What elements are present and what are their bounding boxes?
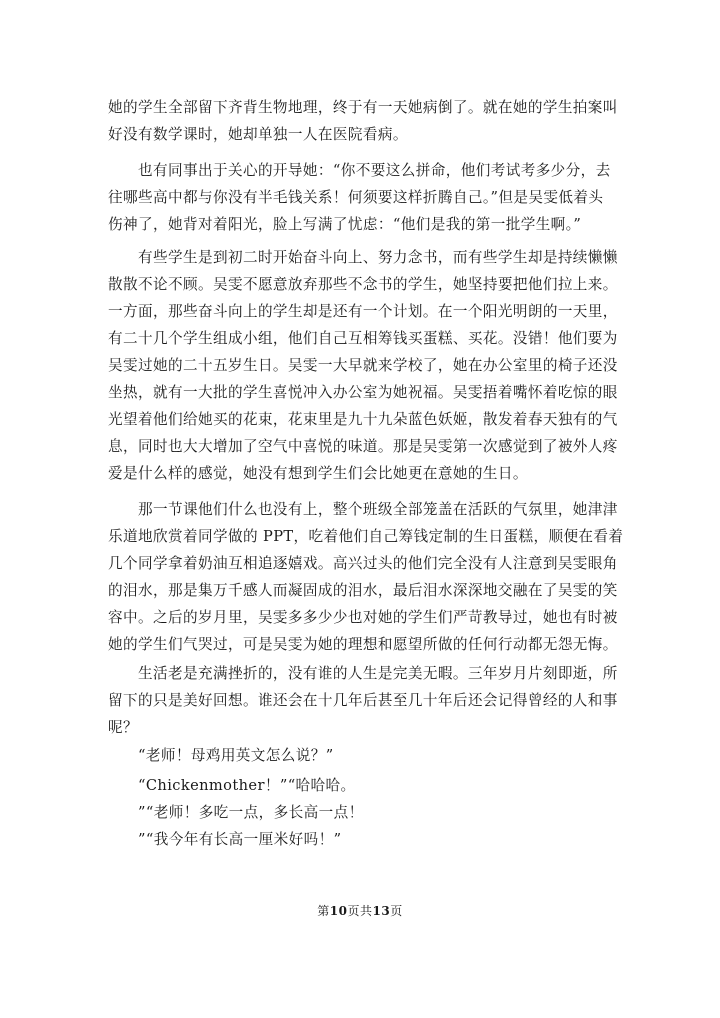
paragraph-line: 好没有数学课时，她却单独一人在医院看病。	[108, 126, 408, 143]
paragraph-6	[108, 742, 613, 769]
paragraph-line: 那一节课他们什么也没有上，整个班级全部笼盖在活跃的气氛里，她津津	[108, 501, 618, 518]
paragraph-3	[108, 244, 618, 487]
footer-suffix: 页	[390, 904, 403, 918]
paragraph-line: 也有同事出于关心的开导她：“你不要这么拼命，他们考试考多少分，去	[108, 162, 611, 179]
paragraph-line: 往哪些高中都与你没有半毛钱关系！何须要这样折腾自己。”但是吴雯低着头	[108, 189, 604, 206]
paragraph-line: ”“老师！多吃一点，多长高一点！	[108, 804, 364, 821]
paragraph-line: 呢？	[108, 719, 138, 736]
paragraph-line: “Chickenmother！”“哈哈哈。	[108, 777, 356, 794]
paragraph-line: 有些学生是到初二时开始奋斗向上、努力念书，而有些学生却是持续懒懒	[108, 249, 618, 266]
paragraph-1	[108, 94, 618, 148]
paragraph-line: 生活老是充满挫折的，没有谁的人生是完美无暇。三年岁月片刻即逝，所	[108, 665, 618, 682]
page-footer	[0, 902, 720, 919]
paragraph-line: 吴雯过她的二十五岁生日。吴雯一大早就来学校了，她在办公室里的椅子还没	[108, 357, 618, 374]
paragraph-line: ”“我今年有长高一厘米好吗！”	[108, 831, 342, 848]
paragraph-line: 散散不论不顾。吴雯不愿意放弃那些不念书的学生，她坚持要把他们拉上来。	[108, 276, 618, 293]
footer-page-number: 10	[329, 904, 348, 918]
paragraph-line: 伤神了，她背对着阳光，脸上写满了忧虑：“他们是我的第一批学生啊。”	[108, 216, 582, 233]
paragraph-7	[108, 772, 613, 853]
paragraph-2	[108, 157, 613, 238]
paragraph-line: 乐道地欣赏着同学做的 PPT，吃着他们自己筹钱定制的生日蛋糕，顺便在看着	[108, 528, 624, 545]
paragraph-line: 有二十几个学生组成小组，他们自己互相筹钱买蛋糕、买花。没错！他们要为	[108, 330, 618, 347]
paragraph-line: 她的学生们气哭过，可是吴雯为她的理想和愿望所做的任何行动都无怨无悔。	[108, 636, 618, 653]
paragraph-5	[108, 660, 618, 741]
paragraph-line: 爱是什么样的感觉，她没有想到学生们会比她更在意她的生日。	[108, 465, 528, 482]
paragraph-line: 几个同学拿着奶油互相追逐嬉戏。高兴过头的他们完全没有人注意到吴雯眼角	[108, 555, 618, 572]
paragraph-4	[108, 496, 624, 658]
paragraph-line: “老师！母鸡用英文怎么说？”	[108, 747, 334, 764]
paragraph-line: 留下的只是美好回想。谁还会在十几年后甚至几十年后还会记得曾经的人和事	[108, 692, 618, 709]
paragraph-line: 光望着他们给她买的花束，花束里是九十九朵蓝色妖姬，散发着春天独有的气	[108, 411, 618, 428]
paragraph-line: 的泪水，那是集万千感人而凝固成的泪水，最后泪水深深地交融在了吴雯的笑	[108, 582, 618, 599]
paragraph-line: 她的学生全部留下齐背生物地理，终于有一天她病倒了。就在她的学生拍案叫	[108, 99, 618, 116]
paragraph-line: 坐热，就有一大批的学生喜悦冲入办公室为她祝福。吴雯捂着嘴怀着吃惊的眼	[108, 384, 618, 401]
footer-prefix: 第	[317, 904, 330, 918]
footer-middle: 页共	[347, 904, 373, 918]
paragraph-line: 息，同时也大大增加了空气中喜悦的味道。那是吴雯第一次感觉到了被外人疼	[108, 438, 618, 455]
footer-total-pages: 13	[372, 904, 391, 918]
paragraph-line: 一方面，那些奋斗向上的学生却是还有一个计划。在一个阳光明朗的一天里，	[108, 303, 618, 320]
paragraph-line: 容中。之后的岁月里，吴雯多多少少也对她的学生们严苛教导过，她也有时被	[108, 609, 618, 626]
